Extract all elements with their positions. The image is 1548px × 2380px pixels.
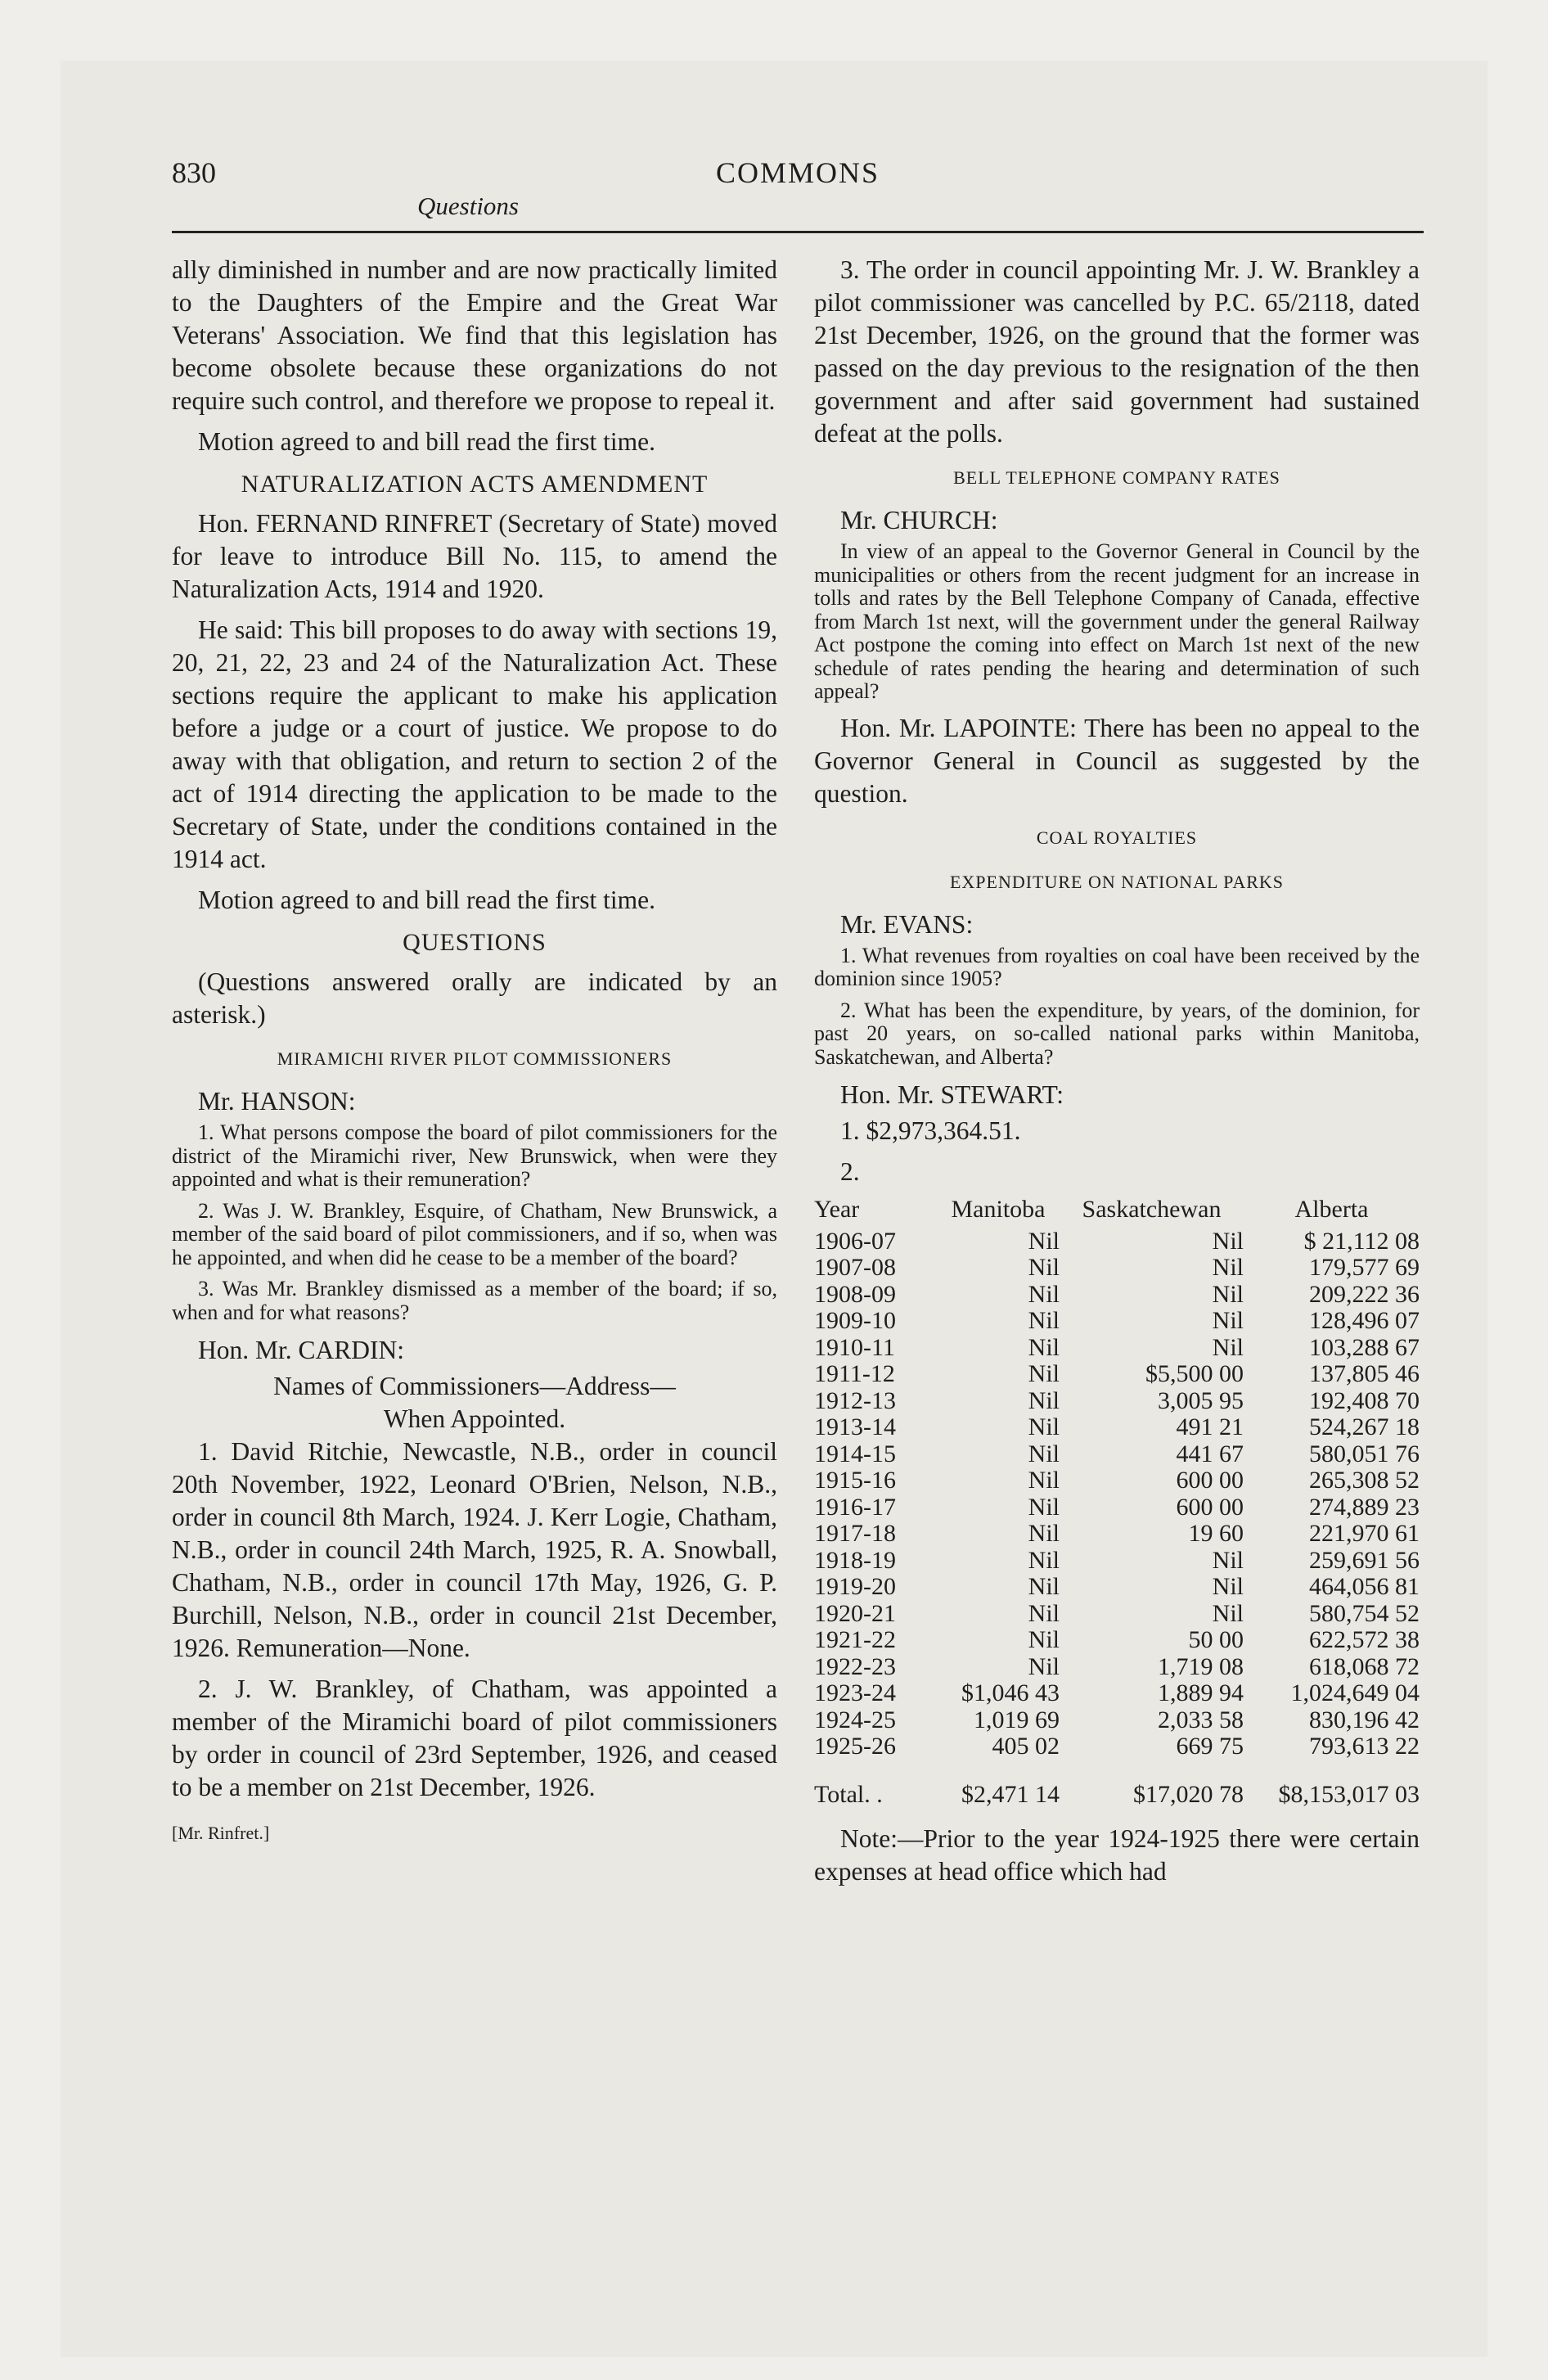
table-row: [814, 1228, 1420, 1255]
table-cell: Nil: [1028, 1440, 1060, 1467]
table-cell: 1923-24: [814, 1679, 896, 1706]
question-heading: COAL ROYALTIES: [1036, 827, 1198, 848]
table-cell: 1915-16: [814, 1467, 896, 1494]
speaker-name: Hon. Mr. STEWART:: [840, 1080, 1064, 1109]
page-title: COMMONS: [715, 156, 880, 189]
table-cell: Nil: [1212, 1227, 1244, 1255]
table-row: [814, 1627, 1420, 1654]
table-cell: Nil: [1212, 1254, 1244, 1281]
table-row: [814, 1335, 1420, 1362]
section-heading: QUESTIONS: [403, 929, 547, 956]
table-cell: 1,019 69: [974, 1706, 1060, 1733]
table-row: [814, 1548, 1420, 1575]
table-cell: 1924-25: [814, 1706, 896, 1733]
table-cell: 3,005 95: [1158, 1386, 1244, 1414]
table-cell: Nil: [1028, 1599, 1060, 1627]
answer-caption: When Appointed.: [383, 1404, 566, 1433]
table-cell: 103,288 67: [1309, 1333, 1420, 1361]
table-cell: Nil: [1028, 1307, 1060, 1334]
table-cell: Nil: [1028, 1360, 1060, 1387]
table-cell: 1913-14: [814, 1413, 896, 1440]
header-rule: [172, 231, 1424, 233]
table-cell: 600 00: [1176, 1493, 1244, 1521]
table-cell: 580,051 76: [1309, 1440, 1420, 1467]
table-cell: $5,500 00: [1145, 1360, 1244, 1387]
question-heading: BELL TELEPHONE COMPANY RATES: [953, 467, 1280, 488]
table-row: [814, 1521, 1420, 1548]
paragraph: Motion agreed to and bill read the first time.: [198, 886, 655, 914]
answer-text: 1. David Ritchie, Newcastle, N.B., order in council 20th November, 1922, Leonard O'Brien, Nelson, N.B., order in council 8th March, 1924. J. Kerr Logie, Chatham, N.B., order in council 24th March, 1925, R. A. Snowball, Chatham, N.B., order in council 17th May, 1926, G. P. Burchill, Nelson, N.B., order in council 21st December, 1926. Remuneration—None.: [172, 1437, 777, 1662]
table-cell: 1912-13: [814, 1386, 896, 1414]
table-cell: 259,691 56: [1309, 1546, 1420, 1574]
paragraph: ally diminished in number and are now practically limited to the Daughters of the Empire and the Great War Veterans' Association. We find that this legislation has become obsolete because these organizations do not require such control, and therefore we propose to repeal it.: [172, 255, 777, 415]
table-row: [814, 1680, 1420, 1707]
answer-text: 2. J. W. Brankley, of Chatham, was appointed a member of the Miramichi board of pilot commissioners by order in council of 23rd September, 1926, and ceased to be a member on 21st December, 1926.: [172, 1675, 777, 1801]
table-cell: 1922-23: [814, 1652, 896, 1680]
table-cell: 128,496 07: [1309, 1307, 1420, 1334]
section-heading: NATURALIZATION ACTS AMENDMENT: [241, 471, 709, 498]
speaker-name: Mr. CHURCH:: [840, 506, 998, 534]
table-cell: 524,267 18: [1309, 1413, 1420, 1440]
table-cell: Nil: [1212, 1573, 1244, 1600]
paragraph: Motion agreed to and bill read the first time.: [198, 427, 655, 456]
table-cell: 1909-10: [814, 1307, 896, 1334]
table-cell: $ 21,112 08: [1303, 1227, 1420, 1255]
table-cell: 192,408 70: [1309, 1386, 1420, 1414]
table-cell: Nil: [1028, 1467, 1060, 1494]
left-column: [172, 254, 777, 1850]
table-cell: 793,613 22: [1309, 1733, 1420, 1760]
question-text: 2. What has been the expenditure, by years, of the dominion, for past 20 years, on so-called national parks within Manitoba, Saskatchewan, and Alberta?: [814, 998, 1420, 1069]
question-heading: MIRAMICHI RIVER PILOT COMMISSIONERS: [277, 1048, 673, 1069]
question-text: In view of an appeal to the Governor General in Council by the municipalities or others from the recent judgment for an increase in tolls and rates by the Bell Telephone Company of Canada, effective from March 1st next, will the government under the general Railway Act postpone the coming into effect on March 1st next of the new schedule of rates pending the hearing and determination of such appeal?: [814, 539, 1420, 703]
table-row: [814, 1441, 1420, 1468]
table-cell: 1917-18: [814, 1520, 896, 1547]
table-cell: Nil: [1028, 1254, 1060, 1281]
table-row: [814, 1414, 1420, 1441]
table-row: [814, 1388, 1420, 1415]
table-cell: Nil: [1028, 1493, 1060, 1521]
table-cell: Nil: [1028, 1227, 1060, 1255]
column-header: Year: [814, 1196, 860, 1223]
right-column: [814, 254, 1420, 1896]
answer-text: 3. The order in council appointing Mr. J. W. Brankley a pilot commissioner was cancelled by P.C. 65/2118, dated 21st December, 1926, on the ground that the former was passed on the day previous to the resignation of the then government and after said government had sustained defeat at the polls.: [814, 255, 1420, 448]
page-header: [172, 156, 1424, 229]
question-text: 2. Was J. W. Brankley, Esquire, of Chatham, New Brunswick, a member of the said board of pilot commissioners, and if so, when was he appointed, and when did he cease to be a member of the board?: [172, 1198, 777, 1269]
page-subtitle: Questions: [417, 192, 519, 220]
table-cell: 137,805 46: [1309, 1360, 1420, 1387]
table-row: [814, 1733, 1420, 1760]
question-text: 1. What persons compose the board of pilot commissioners for the district of the Miramichi river, New Brunswick, when were they appointed and what is their remuneration?: [172, 1120, 777, 1191]
table-cell: 1914-15: [814, 1440, 896, 1467]
table-cell: Total. .: [814, 1780, 883, 1808]
table-row: [814, 1282, 1420, 1309]
table-cell: 1921-22: [814, 1626, 896, 1653]
column-header: Saskatchewan: [1082, 1196, 1222, 1223]
table-row: [814, 1361, 1420, 1388]
table-cell: 491 21: [1176, 1413, 1244, 1440]
table-row: [814, 1494, 1420, 1521]
table-row: [814, 1467, 1420, 1494]
table-row: [814, 1707, 1420, 1734]
expenditure-table: [814, 1197, 1420, 1808]
table-total-row: [814, 1760, 1420, 1809]
table-cell: 1,024,649 04: [1290, 1679, 1420, 1706]
table-row: [814, 1308, 1420, 1335]
answer-text: Hon. Mr. LAPOINTE: There has been no appeal to the Governor General in Council as suggested by the question.: [814, 713, 1420, 808]
table-row: [814, 1601, 1420, 1628]
table-cell: 405 02: [992, 1733, 1060, 1760]
table-cell: 1916-17: [814, 1493, 896, 1521]
table-cell: 179,577 69: [1309, 1254, 1420, 1281]
table-cell: 1919-20: [814, 1573, 896, 1600]
table-cell: Nil: [1212, 1280, 1244, 1308]
table-row: [814, 1255, 1420, 1282]
footer-attribution: [Mr. Rinfret.]: [172, 1823, 270, 1843]
answer-text: 1. $2,973,364.51.: [840, 1116, 1021, 1145]
table-cell: 600 00: [1176, 1467, 1244, 1494]
table-row: [814, 1654, 1420, 1681]
table-cell: 580,754 52: [1309, 1599, 1420, 1627]
table-cell: 618,068 72: [1309, 1652, 1420, 1680]
table-cell: 1907-08: [814, 1254, 896, 1281]
table-cell: Nil: [1028, 1280, 1060, 1308]
column-header: Alberta: [1294, 1196, 1369, 1223]
table-cell: Nil: [1212, 1333, 1244, 1361]
question-heading: EXPENDITURE ON NATIONAL PARKS: [949, 871, 1285, 892]
table-cell: Nil: [1028, 1626, 1060, 1653]
speaker-name: Mr. EVANS:: [840, 909, 974, 939]
table-cell: 622,572 38: [1309, 1626, 1420, 1653]
table-cell: 1925-26: [814, 1733, 896, 1760]
table-cell: 221,970 61: [1309, 1520, 1420, 1547]
table-cell: $1,046 43: [961, 1679, 1060, 1706]
table-cell: $2,471 14: [961, 1780, 1060, 1808]
table-cell: 274,889 23: [1309, 1493, 1420, 1521]
page-number: 830: [172, 156, 216, 189]
table-cell: Nil: [1028, 1413, 1060, 1440]
table-cell: 50 00: [1188, 1626, 1244, 1653]
table-cell: Nil: [1212, 1599, 1244, 1627]
note-text: Note:—Prior to the year 1924-1925 there were certain expenses at head office which had: [814, 1824, 1420, 1886]
table-cell: Nil: [1028, 1546, 1060, 1574]
table-body: [814, 1228, 1420, 1809]
table-row: [814, 1574, 1420, 1601]
table-cell: $17,020 78: [1133, 1780, 1244, 1808]
paragraph: Hon. FERNAND RINFRET (Secretary of State) moved for leave to introduce Bill No. 115, to amend the Naturalization Acts, 1914 and 1920.: [172, 509, 777, 603]
table-cell: 441 67: [1176, 1440, 1244, 1467]
question-text: 1. What revenues from royalties on coal have been received by the dominion since 1905?: [814, 943, 1420, 990]
table-header-row: [814, 1197, 1420, 1228]
question-text: 3. Was Mr. Brankley dismissed as a member of the board; if so, when and for what reasons?: [172, 1277, 777, 1324]
table-cell: 1911-12: [814, 1360, 895, 1387]
column-header: Manitoba: [951, 1196, 1046, 1223]
table-cell: 1,719 08: [1158, 1652, 1244, 1680]
paragraph: (Questions answered orally are indicated by an asterisk.): [172, 967, 777, 1029]
table-cell: 669 75: [1176, 1733, 1244, 1760]
table-cell: 209,222 36: [1309, 1280, 1420, 1308]
table-cell: 1906-07: [814, 1227, 896, 1255]
table-cell: 1908-09: [814, 1280, 896, 1308]
speaker-name: Mr. HANSON:: [198, 1087, 356, 1116]
answer-caption: Names of Commissioners—Address—: [273, 1372, 676, 1400]
table-cell: 1910-11: [814, 1333, 895, 1361]
answer-text: 2.: [840, 1157, 860, 1186]
table-cell: Nil: [1212, 1307, 1244, 1334]
table-cell: 265,308 52: [1309, 1467, 1420, 1494]
table-cell: 19 60: [1188, 1520, 1244, 1547]
table-cell: 2,033 58: [1158, 1706, 1244, 1733]
table-cell: $8,153,017 03: [1278, 1780, 1420, 1808]
table-cell: Nil: [1028, 1573, 1060, 1600]
table-cell: Nil: [1028, 1652, 1060, 1680]
table-cell: Nil: [1028, 1333, 1060, 1361]
table-cell: Nil: [1028, 1520, 1060, 1547]
paragraph: He said: This bill proposes to do away with sections 19, 20, 21, 22, 23 and 24 of the Naturalization Act. These sections require the applicant to make his application before a judge or a court of justice. We propose to do away with that obligation, and return to section 2 of the act of 1914 directing the application to be made to the Secretary of State, under the conditions contained in the 1914 act.: [172, 615, 777, 873]
table-cell: 830,196 42: [1309, 1706, 1420, 1733]
table-cell: 1918-19: [814, 1546, 896, 1574]
table-cell: 464,056 81: [1309, 1573, 1420, 1600]
table-cell: Nil: [1028, 1386, 1060, 1414]
speaker-name: Hon. Mr. CARDIN:: [198, 1336, 405, 1364]
table-cell: 1,889 94: [1158, 1679, 1244, 1706]
table-cell: Nil: [1212, 1546, 1244, 1574]
table-cell: 1920-21: [814, 1599, 896, 1627]
